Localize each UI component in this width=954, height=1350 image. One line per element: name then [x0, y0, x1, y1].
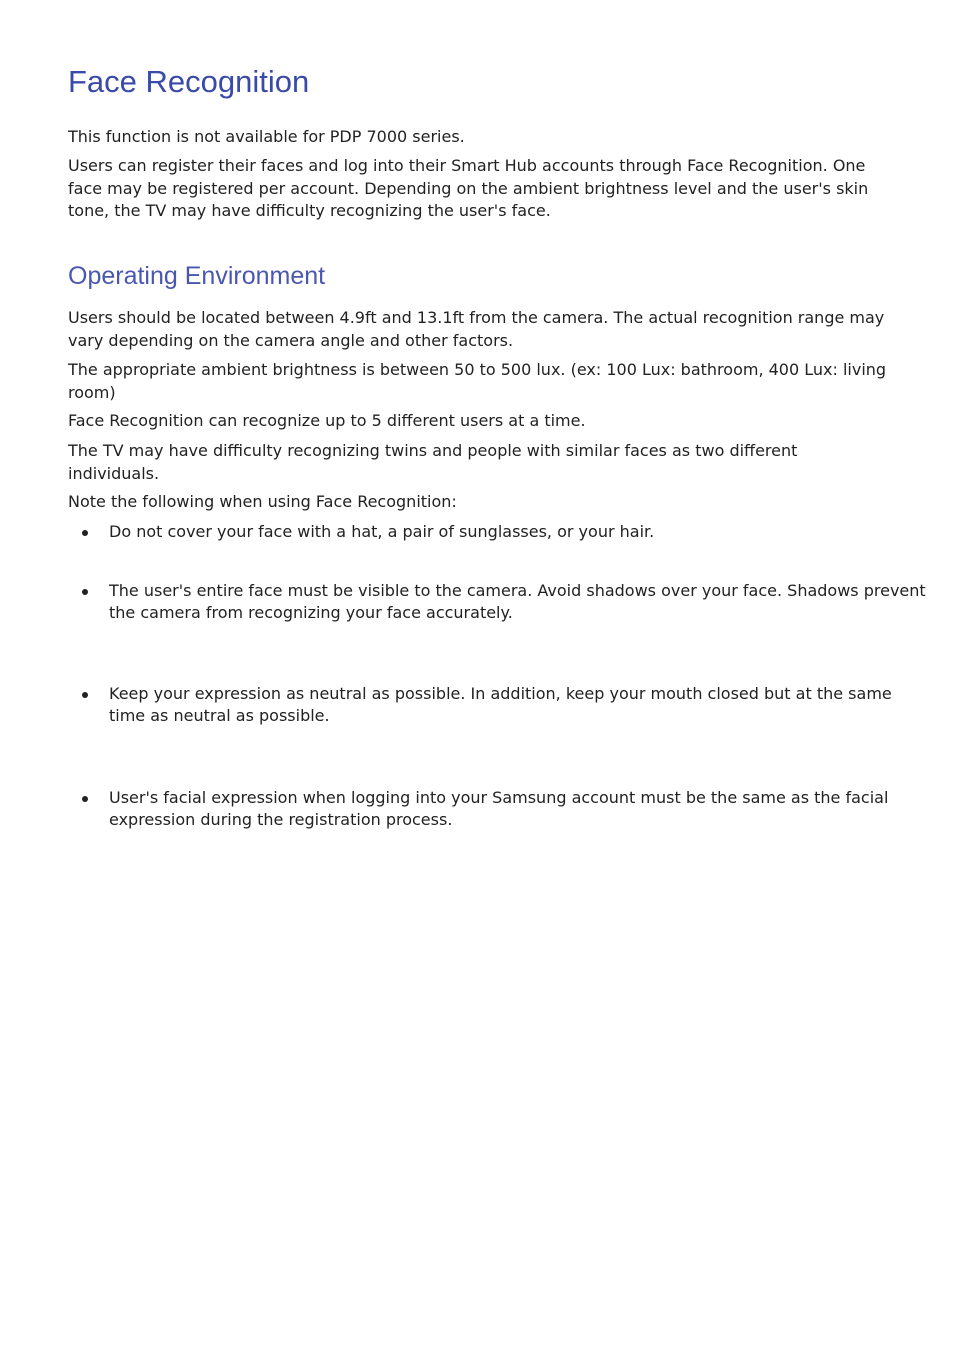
brightness-paragraph-block: [68, 359, 888, 404]
twins-paragraph: The TV may have difficulty recognizing twins and people with similar faces as two different individuals.: [68, 441, 798, 483]
list-item: [68, 580, 929, 625]
list-item-text: The user's entire face must be visible to the camera. Avoid shadows over your face. Shadows prevent the camera from recognizing your face accurately.: [109, 580, 926, 622]
list-item: [68, 787, 929, 832]
brightness-paragraph: The appropriate ambient brightness is between 50 to 500 lux. (ex: 100 Lux: bathroom, 400 Lux: living room): [68, 360, 887, 402]
section-heading: Operating Environment: [68, 262, 326, 290]
distance-paragraph-block: [68, 307, 888, 352]
users-paragraph-block: [68, 410, 888, 433]
bullet-icon: [82, 530, 88, 536]
twins-paragraph-block: [68, 440, 888, 485]
list-item-text: Keep your expression as neutral as possible. In addition, keep your mouth closed but at the same time as neutral as possible.: [109, 683, 892, 725]
list-item: [68, 521, 929, 544]
note-paragraph: Note the following when using Face Recognition:: [68, 492, 457, 511]
bullet-icon: [82, 796, 88, 802]
document-page: [68, 0, 926, 829]
bullet-icon: [82, 589, 88, 595]
intro-note: [68, 126, 888, 149]
bullet-icon: [82, 692, 88, 698]
list-item-text: User's facial expression when logging into your Samsung account must be the same as the facial expression during the registration process.: [109, 787, 889, 829]
intro-description: [68, 155, 888, 223]
list-item-text: Do not cover your face with a hat, a pair of sunglasses, or your hair.: [109, 522, 655, 541]
note-paragraph-block: [68, 491, 888, 514]
users-paragraph: Face Recognition can recognize up to 5 different users at a time.: [68, 411, 586, 430]
distance-paragraph: Users should be located between 4.9ft and 13.1ft from the camera. The actual recognition range may vary depending on the camera angle and other factors.: [68, 308, 885, 350]
list-item: [68, 683, 929, 728]
intro-paragraph: Users can register their faces and log into their Smart Hub accounts through Face Recognition. One face may be registered per account. Depending on the ambient brightness level and the user's skin tone, the TV may have difficulty recognizing the user's face.: [68, 156, 869, 220]
availability-note: This function is not available for PDP 7000 series.: [68, 127, 465, 146]
page-title: Face Recognition: [68, 64, 310, 99]
